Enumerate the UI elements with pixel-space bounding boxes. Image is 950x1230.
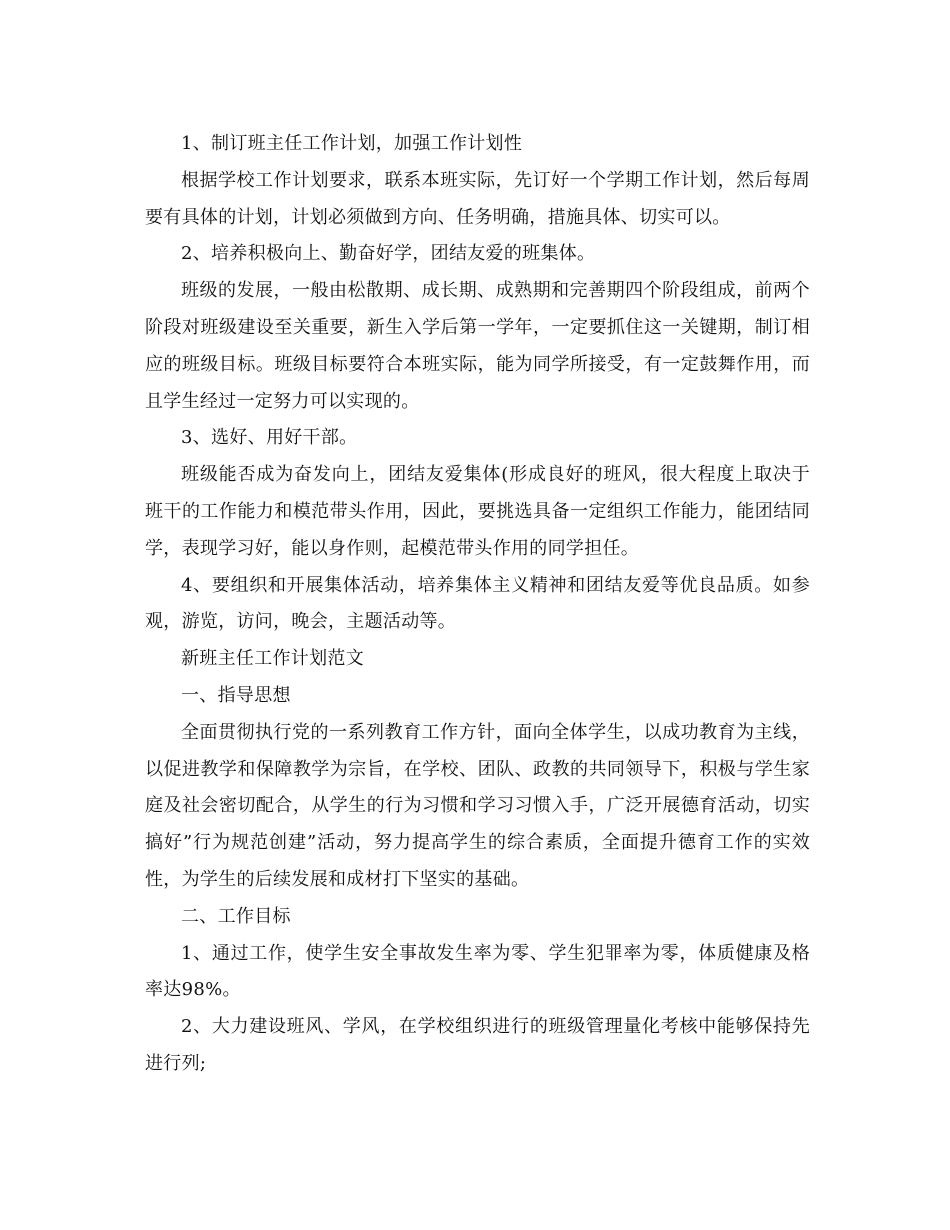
paragraph: 班级的发展，一般由松散期、成长期、成熟期和完善期四个阶段组成，前两个阶段对班级建设至关重要，新生入学后第一学年，一定要抓住这一关键期，制订相应的班级目标。班级目标要符合本班实际，能为同学所接受，有一定鼓舞作用，而且学生经过一定努力可以实现的。 — [145, 280, 810, 412]
section-heading: 二、工作目标 — [181, 905, 291, 927]
document-body — [145, 126, 810, 1083]
paragraph: 2、培养积极向上、勤奋好学，团结友爱的班集体。 — [181, 243, 596, 265]
paragraph: 1、通过工作，使学生安全事故发生率为零、学生犯罪率为零，体质健康及格率达98%。 — [145, 942, 810, 1001]
paragraph: 根据学校工作计划要求，联系本班实际，先订好一个学期工作计划，然后每周要有具体的计划，计划必须做到方向、任务明确，措施具体、切实可以。 — [145, 169, 810, 228]
paragraph: 1、制订班主任工作计划，加强工作计划性 — [181, 133, 523, 154]
paragraph: 3、选好、用好干部。 — [181, 427, 358, 449]
paragraph: 班级能否成为奋发向上，团结友爱集体(形成良好的班风，很大程度上取决于班干的工作能力和模范带头作用，因此，要挑选具备一定组织工作能力，能团结同学，表现学习好，能以身作则，起模范带头作用的同学担任。 — [145, 464, 810, 559]
section-title: 新班主任工作计划范文 — [181, 648, 364, 670]
paragraph: 2、大力建设班风、学风，在学校组织进行的班级管理量化考核中能够保持先进行列; — [145, 1016, 810, 1074]
section-heading: 一、指导思想 — [181, 684, 291, 706]
paragraph: 全面贯彻执行党的一系列教育工作方针，面向全体学生，以成功教育为主线，以促进教学和保障教学为宗旨，在学校、团队、政教的共同领导下，积极与学生家庭及社会密切配合，从学生的行为习惯和学习习惯入手，广泛开展德育活动，切实搞好”行为规范创建”活动，努力提高学生的综合素质，全面提升德育工作的实效性，为学生的后续发展和成材打下坚实的基础。 — [145, 721, 810, 890]
paragraph: 4、要组织和开展集体活动，培养集体主义精神和团结友爱等优良品质。如参观，游览，访问，晚会，主题活动等。 — [145, 574, 810, 633]
